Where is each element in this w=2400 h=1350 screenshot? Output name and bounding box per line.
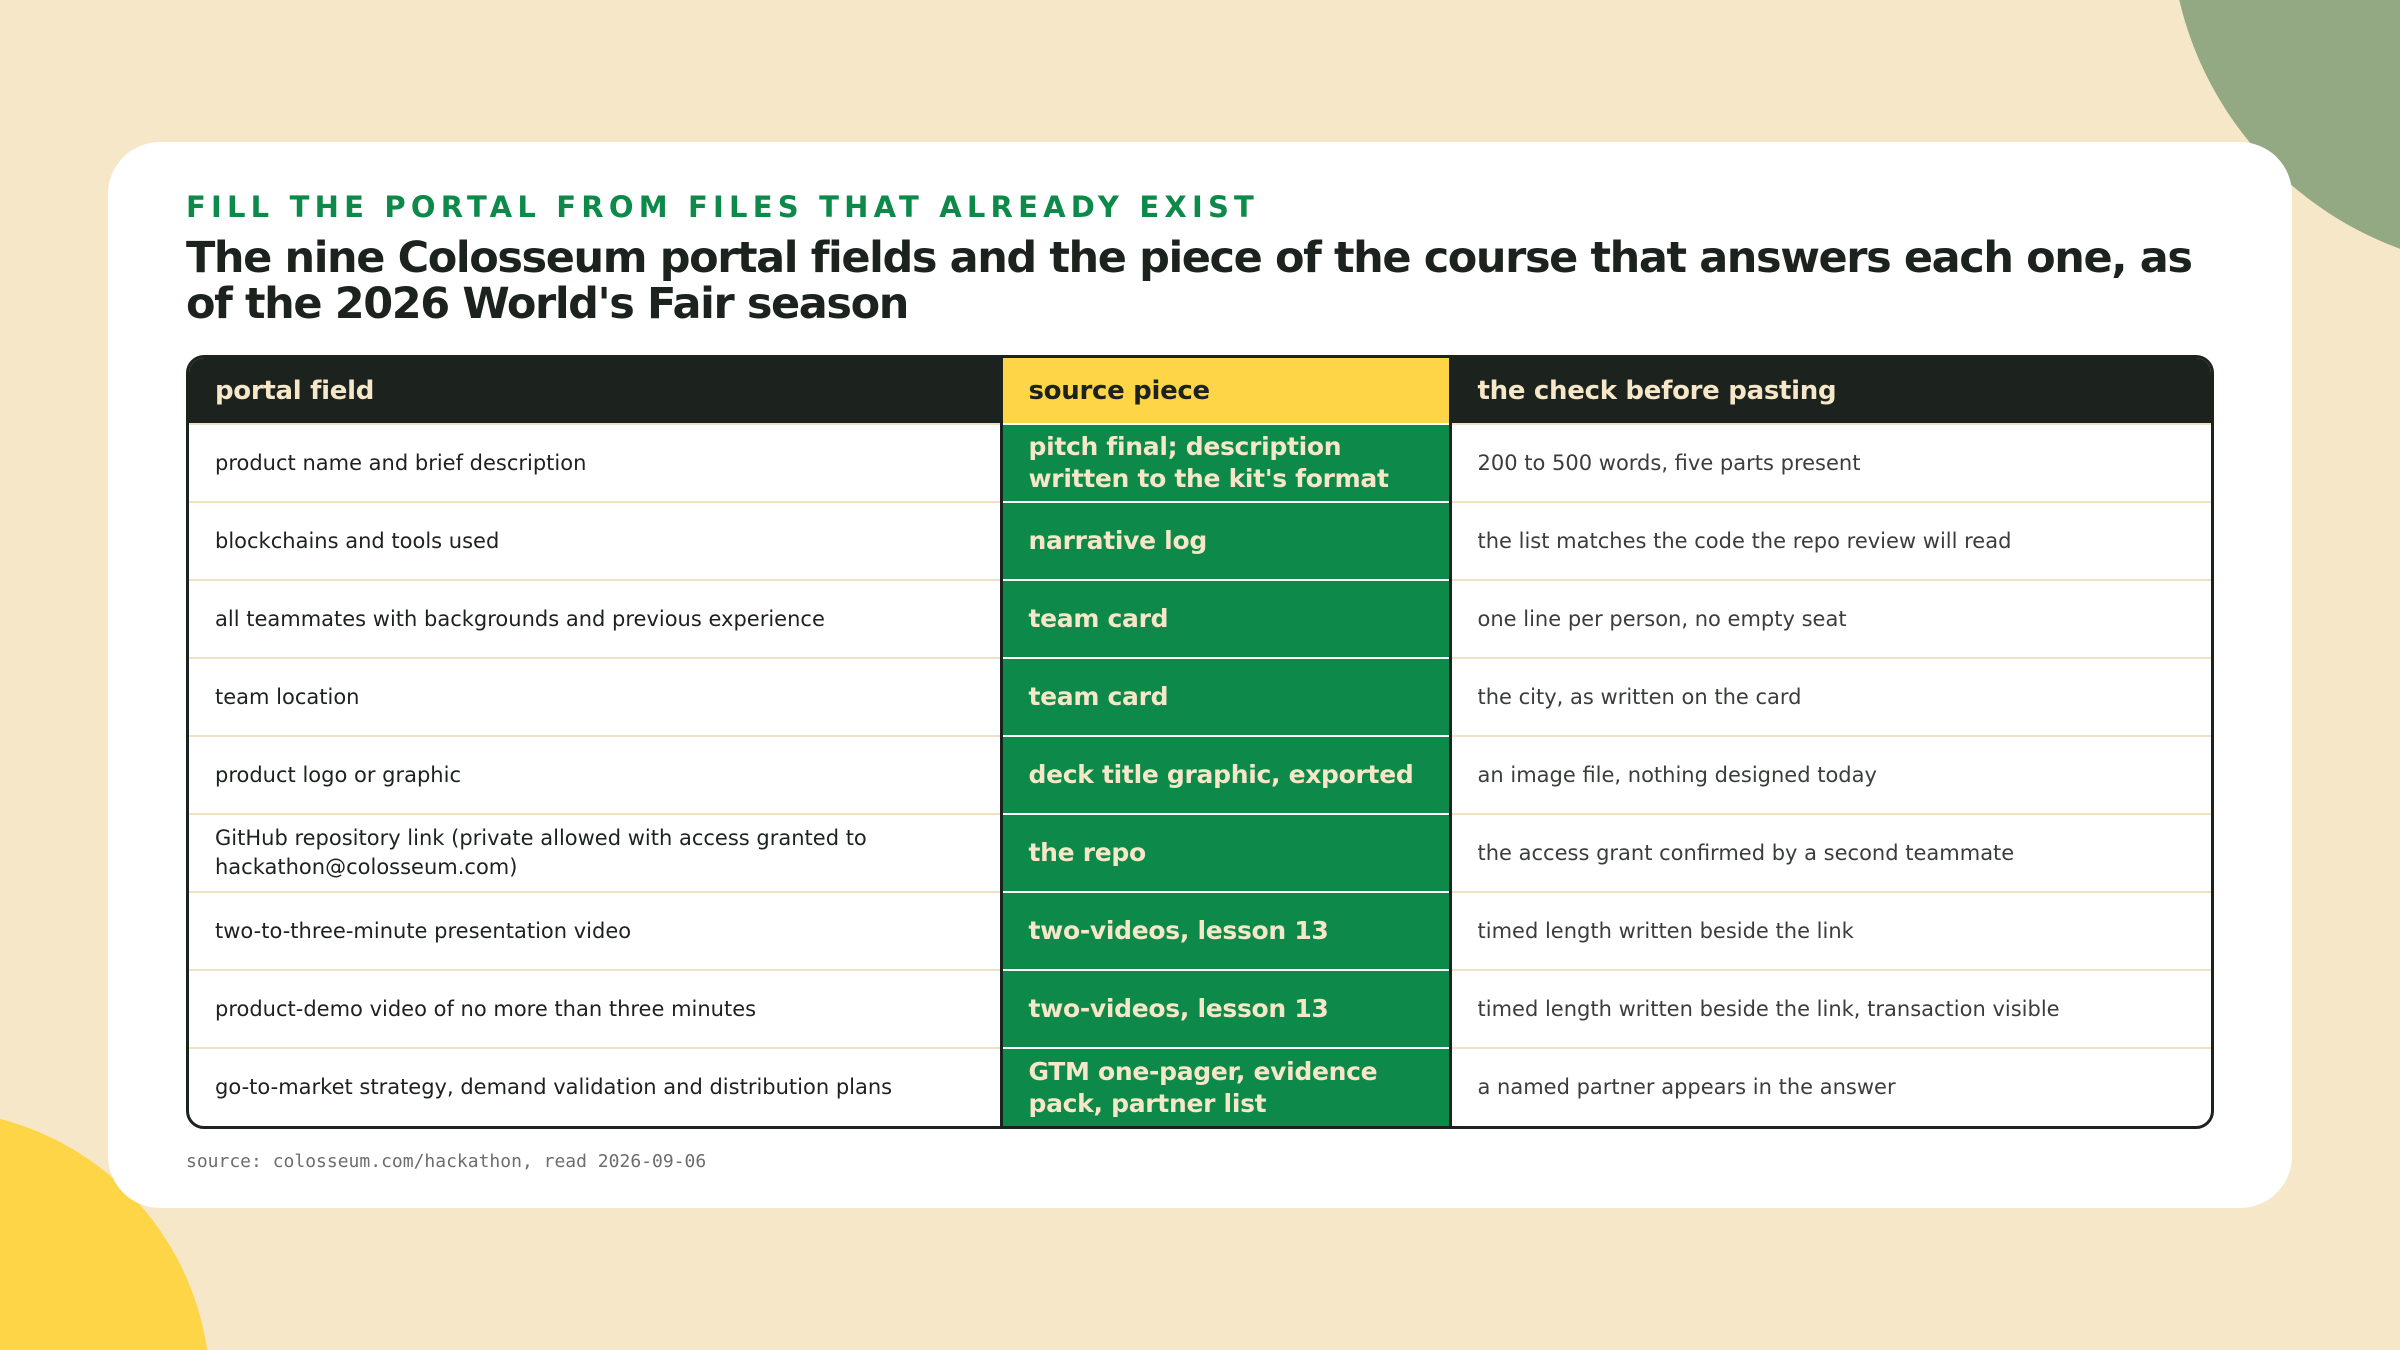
page-title: The nine Colosseum portal fields and the piece of the course that answers each one, as of the 2026 World's Fair season <box>186 233 2192 329</box>
table-row <box>189 1048 2211 1126</box>
table-row <box>189 424 2211 502</box>
kicker: FILL THE PORTAL FROM FILES THAT ALREADY EXIST <box>186 190 1260 224</box>
table-row <box>189 502 2211 580</box>
header-check: the check before pasting <box>1450 358 2211 424</box>
cell-check: the access grant confirmed by a second teammate <box>1450 814 2211 892</box>
cell-check: the city, as written on the card <box>1450 658 2211 736</box>
content-card <box>108 142 2292 1208</box>
cell-check: 200 to 500 words, five parts present <box>1450 424 2211 502</box>
source-note: source: colosseum.com/hackathon, read 2026-09-06 <box>186 1151 707 1172</box>
table-row <box>189 814 2211 892</box>
header-portal-field: portal field <box>189 358 1001 424</box>
cell-source-piece: two-videos, lesson 13 <box>1001 970 1450 1048</box>
cell-portal-field: blockchains and tools used <box>189 502 1001 580</box>
header-source-piece: source piece <box>1001 358 1450 424</box>
table-row <box>189 892 2211 970</box>
cell-check: a named partner appears in the answer <box>1450 1048 2211 1126</box>
cell-source-piece: two-videos, lesson 13 <box>1001 892 1450 970</box>
cell-source-piece: team card <box>1001 580 1450 658</box>
table-row <box>189 658 2211 736</box>
table-row <box>189 970 2211 1048</box>
cell-portal-field: product name and brief description <box>189 424 1001 502</box>
cell-portal-field: product logo or graphic <box>189 736 1001 814</box>
portal-fields-table <box>186 355 2214 1129</box>
cell-portal-field: all teammates with backgrounds and previous experience <box>189 580 1001 658</box>
table-row <box>189 580 2211 658</box>
cell-portal-field: product-demo video of no more than three minutes <box>189 970 1001 1048</box>
cell-source-piece: narrative log <box>1001 502 1450 580</box>
cell-portal-field: GitHub repository link (private allowed with access granted to hackathon@colosseum.com) <box>189 814 1001 892</box>
cell-source-piece: GTM one-pager, evidence pack, partner list <box>1001 1048 1450 1126</box>
cell-portal-field: two-to-three-minute presentation video <box>189 892 1001 970</box>
cell-check: one line per person, no empty seat <box>1450 580 2211 658</box>
cell-source-piece: team card <box>1001 658 1450 736</box>
table-row <box>189 736 2211 814</box>
cell-check: the list matches the code the repo review will read <box>1450 502 2211 580</box>
cell-check: timed length written beside the link <box>1450 892 2211 970</box>
cell-portal-field: team location <box>189 658 1001 736</box>
cell-check: timed length written beside the link, transaction visible <box>1450 970 2211 1048</box>
cell-portal-field: go-to-market strategy, demand validation and distribution plans <box>189 1048 1001 1126</box>
cell-source-piece: the repo <box>1001 814 1450 892</box>
cell-source-piece: deck title graphic, exported <box>1001 736 1450 814</box>
cell-check: an image file, nothing designed today <box>1450 736 2211 814</box>
table-header-row <box>189 358 2211 424</box>
cell-source-piece: pitch final; description written to the kit's format <box>1001 424 1450 502</box>
